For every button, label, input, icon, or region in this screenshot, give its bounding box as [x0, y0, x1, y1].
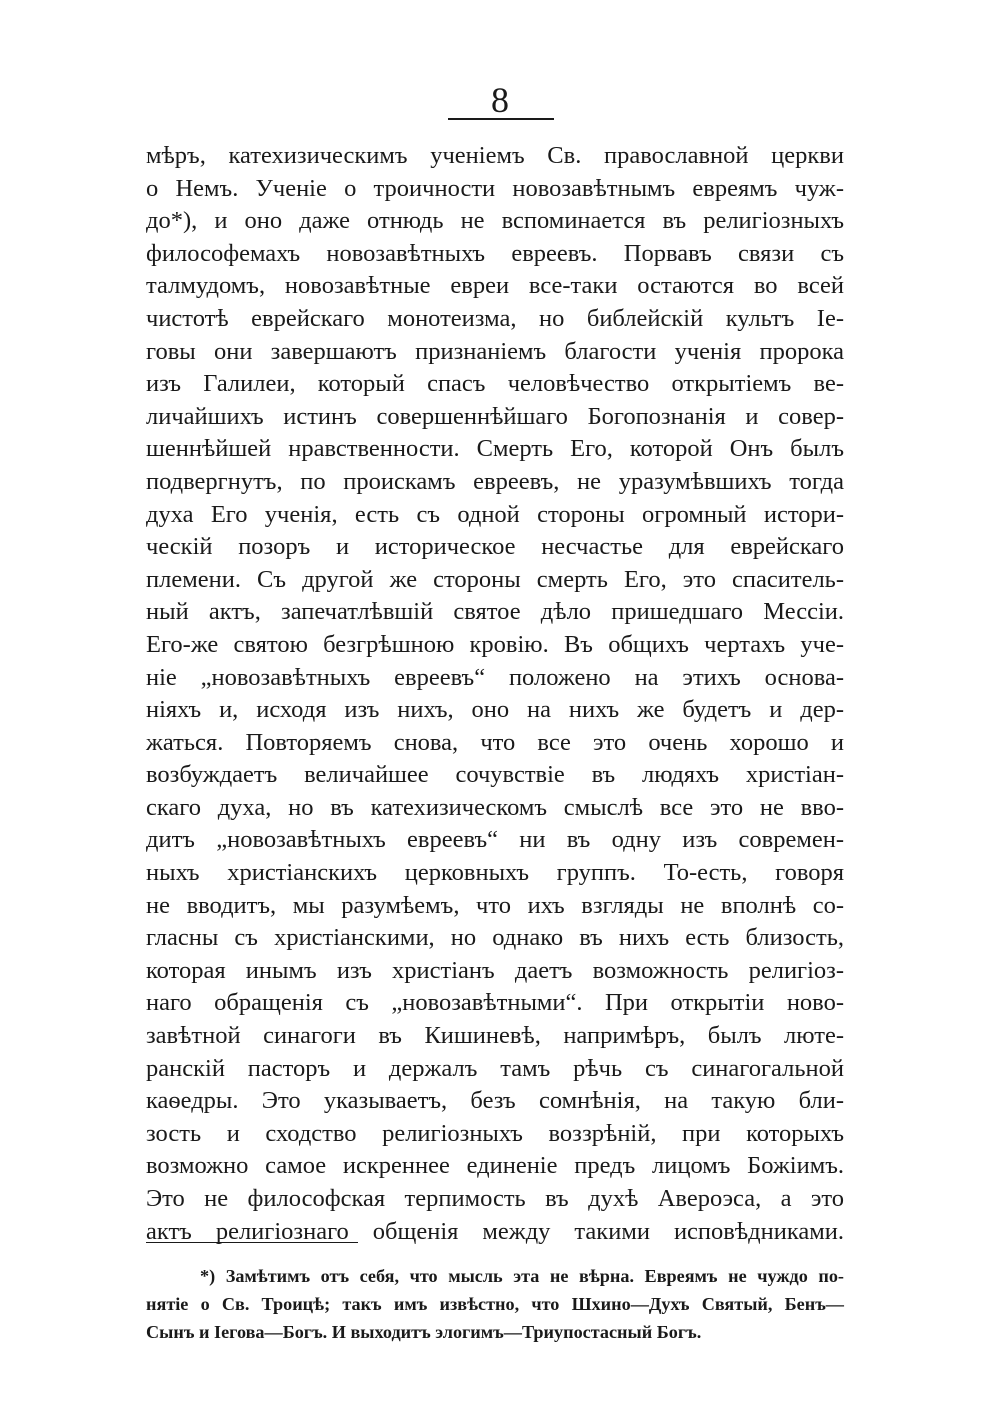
text-line: ранскій пасторъ и держалъ тамъ рѣчь съ синагогальной [146, 1054, 844, 1082]
text-line: возбуждаетъ величайшее сочувствіе въ людяхъ христіан- [146, 761, 844, 789]
text-line: жаться. Повторяемъ снова, что все это очень хорошо и [146, 728, 844, 756]
text-line: ніяхъ и, исходя изъ нихъ, оно на нихъ же будетъ и дер- [146, 696, 844, 724]
text-line: Это не философская терпимость въ духѣ Авероэса, а это [146, 1185, 844, 1212]
text-line: ныхъ христіанскихъ церковныхъ группъ. То-есть, говоря [146, 859, 844, 887]
footnote-line: *) Замѣтимъ отъ себя, что мысль эта не вѣрна. Евреямъ не чуждо по- [200, 1266, 844, 1286]
text-line: подвергнутъ, по проискамъ евреевъ, не уразумѣвшихъ тогда [146, 467, 844, 495]
text-line: личайшихъ истинъ совершеннѣйшаго Богопознанія и совер- [146, 402, 844, 430]
footnote-line: нятіе о Св. Троицѣ; такъ имъ извѣстно, что Шхино—Духъ Святый, Бенъ— [146, 1294, 844, 1314]
text-line: племени. Съ другой же стороны смерть Его, это спаситель- [146, 565, 844, 593]
text-line: мѣръ, катехизическимъ ученіемъ Св. православной церкви [146, 142, 844, 169]
text-line: философемахъ новозавѣтныхъ евреевъ. Порвавъ связи съ [146, 239, 844, 267]
text-line: актъ религіознаго общенія между такими исповѣдниками. [146, 1217, 844, 1245]
text-line: духа Его ученія, есть съ одной стороны огромный истори- [146, 500, 844, 528]
text-line: не вводитъ, мы разумѣемъ, что ихъ взгляды не вполнѣ со- [146, 891, 844, 919]
footnote [146, 1262, 844, 1346]
text-line: гласны съ христіанскими, но однако въ нихъ есть близость, [146, 924, 844, 952]
text-line: возможно самое искреннее единеніе предъ лицомъ Божіимъ. [146, 1152, 844, 1180]
body-text [146, 140, 844, 1248]
text-line: ніе „новозавѣтныхъ евреевъ“ положено на этихъ основа- [146, 663, 844, 691]
text-line: ный актъ, запечатлѣвшій святое дѣло пришедшаго Мессіи. [146, 598, 844, 626]
text-line: талмудомъ, новозавѣтные евреи все-таки остаются во всей [146, 272, 844, 300]
text-line: шеннѣйшей нравственности. Смерть Его, которой Онъ былъ [146, 435, 844, 463]
text-line: ческій позоръ и историческое несчастье для еврейскаго [146, 533, 844, 561]
text-line: которая инымъ изъ христіанъ даетъ возможность религіоз- [146, 956, 844, 984]
text-line: о Немъ. Ученіе о троичности новозавѣтнымъ евреямъ чуж- [146, 174, 844, 202]
text-line: изъ Галилеи, который спасъ человѣчество открытіемъ ве- [146, 370, 844, 398]
page-number: 8 [491, 80, 509, 120]
text-line: скаго духа, но въ катехизическомъ смыслѣ все это не вво- [146, 793, 844, 821]
text-line: Его-же святою безгрѣшною кровію. Въ общихъ чертахъ уче- [146, 630, 844, 658]
text-line: до*), и оно даже отнюдь не вспоминается въ религіозныхъ [146, 207, 844, 235]
text-line: завѣтной синагоги въ Кишиневѣ, напримѣръ, былъ люте- [146, 1022, 844, 1050]
text-line: говы они завершаютъ признаніемъ благости ученія пророка [146, 337, 844, 365]
page-number-underline [448, 118, 554, 120]
footnote-separator [146, 1242, 358, 1243]
footnote-line: Сынъ и Іегова—Богъ. И выходитъ элогимъ—Триупостасный Богъ. [146, 1322, 702, 1342]
text-line: каѳедры. Это указываетъ, безъ сомнѣнія, на такую бли- [146, 1087, 844, 1115]
text-line: наго обращенія съ „новозавѣтными“. При открытіи ново- [146, 989, 844, 1017]
text-line: чистотѣ еврейскаго монотеизма, но библейскій культъ Іе- [146, 304, 844, 332]
text-line: дитъ „новозавѣтныхъ евреевъ“ ни въ одну изъ современ- [146, 826, 844, 854]
text-line: зость и сходство религіозныхъ воззрѣній, при которыхъ [146, 1119, 844, 1147]
